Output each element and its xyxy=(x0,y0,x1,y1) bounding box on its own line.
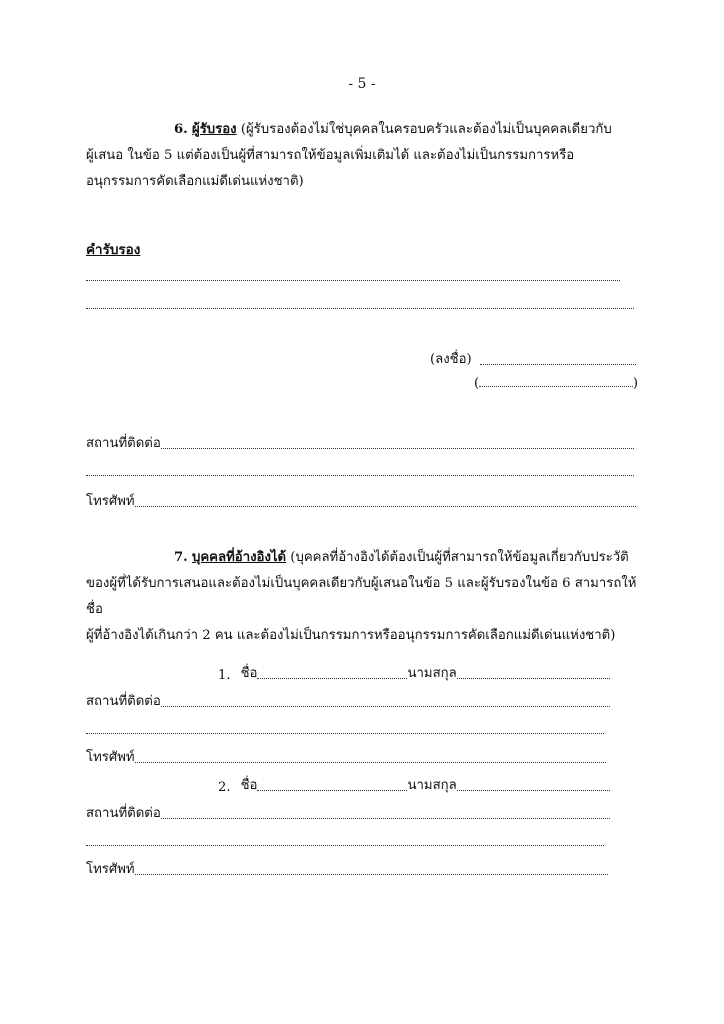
section7-line1 xyxy=(86,545,652,571)
section7-title: บุคคลที่อ้างอิงได้ xyxy=(191,550,287,565)
section7-paragraph xyxy=(86,545,652,649)
reference-1-address-field[interactable] xyxy=(161,706,610,707)
section6-number: 6. xyxy=(174,122,188,137)
signature-row xyxy=(430,348,636,369)
signature-field[interactable] xyxy=(480,364,636,365)
section6-text-line1: (ผู้รับรองต้องไม่ใช่บุคคลในครอบครัวและต้องไม่เป็นบุคคลเดียวกับ xyxy=(240,122,612,137)
reference-2-surname-label: นามสกุล xyxy=(407,778,457,793)
reference-1-number: 1. xyxy=(218,668,231,683)
reference-1-address-row xyxy=(86,690,610,711)
reference-2-number: 2. xyxy=(218,780,231,795)
certification-line-1[interactable] xyxy=(86,280,620,281)
section6-title: ผู้รับรอง xyxy=(191,122,237,137)
contact-address-row xyxy=(86,432,634,453)
reference-2-name-label: ชื่อ xyxy=(240,778,258,793)
certification-line-2[interactable] xyxy=(86,308,634,309)
section7-text-line2: ของผู้ที่ได้รับการเสนอและต้องไม่เป็นบุคคลเดียวกับผู้เสนอในข้อ 5 และผู้รับรองในข้อ 6 สามารถให้ชื่อ xyxy=(86,576,637,617)
section7-text-line1: (บุคคลที่อ้างอิงได้ต้องเป็นผู้ที่สามารถให้ข้อมูลเกี่ยวกับประวัติ xyxy=(290,550,629,565)
reference-2-name-row xyxy=(218,774,610,795)
signature-name-row xyxy=(474,376,638,391)
reference-2-address-label: สถานที่ติดต่อ xyxy=(86,806,161,821)
contact-address-field[interactable] xyxy=(161,448,634,449)
reference-2-phone-field[interactable] xyxy=(135,874,608,875)
contact-address-line-2[interactable] xyxy=(86,475,634,476)
section7-number: 7. xyxy=(174,550,188,565)
section6-line1 xyxy=(86,117,646,143)
reference-1-name-label: ชื่อ xyxy=(240,666,258,681)
reference-1-surname-field[interactable] xyxy=(457,678,610,679)
section6-text-line2: ผู้เสนอ ในข้อ 5 แต่ต้องเป็นผู้ที่สามารถให้ข้อมูลเพิ่มเติมได้ และต้องไม่เป็นกรรมการหรือ xyxy=(86,148,575,163)
reference-2-phone-row xyxy=(86,858,608,879)
reference-1-phone-row xyxy=(86,746,606,767)
signature-open-paren: ( xyxy=(474,376,480,391)
section6-paragraph xyxy=(86,117,646,195)
reference-2-address-row xyxy=(86,802,610,823)
signature-label: (ลงชื่อ) xyxy=(430,352,472,367)
section7-text-line3: ผู้ที่อ้างอิงได้เกินกว่า 2 คน และต้องไม่เป็นกรรมการหรืออนุกรรมการคัดเลือกแม่ดีเด่นแห่งชาติ) xyxy=(86,628,616,643)
certification-heading: คำรับรอง xyxy=(86,242,141,258)
reference-1-surname-label: นามสกุล xyxy=(407,666,457,681)
reference-1-name-field[interactable] xyxy=(257,678,407,679)
reference-2-phone-label: โทรศัพท์ xyxy=(86,862,135,877)
reference-1-address-line-2[interactable] xyxy=(86,733,604,734)
reference-1-name-row xyxy=(218,662,610,683)
reference-2-name-field[interactable] xyxy=(257,790,407,791)
reference-2-surname-field[interactable] xyxy=(457,790,610,791)
page-number: - 5 - xyxy=(348,76,376,92)
contact-address-label: สถานที่ติดต่อ xyxy=(86,436,161,451)
reference-1-address-label: สถานที่ติดต่อ xyxy=(86,694,161,709)
contact-phone-label: โทรศัพท์ xyxy=(86,494,135,509)
reference-1-phone-label: โทรศัพท์ xyxy=(86,750,135,765)
reference-1-phone-field[interactable] xyxy=(135,762,606,763)
reference-2-address-line-2[interactable] xyxy=(86,845,604,846)
section6-text-line3: อนุกรรมการคัดเลือกแม่ดีเด่นแห่งชาติ) xyxy=(86,174,304,189)
reference-2-address-field[interactable] xyxy=(161,818,610,819)
signature-printed-name-field[interactable] xyxy=(479,386,633,387)
signature-close-paren: ) xyxy=(632,376,638,391)
contact-phone-field[interactable] xyxy=(135,506,636,507)
contact-phone-row xyxy=(86,490,636,511)
